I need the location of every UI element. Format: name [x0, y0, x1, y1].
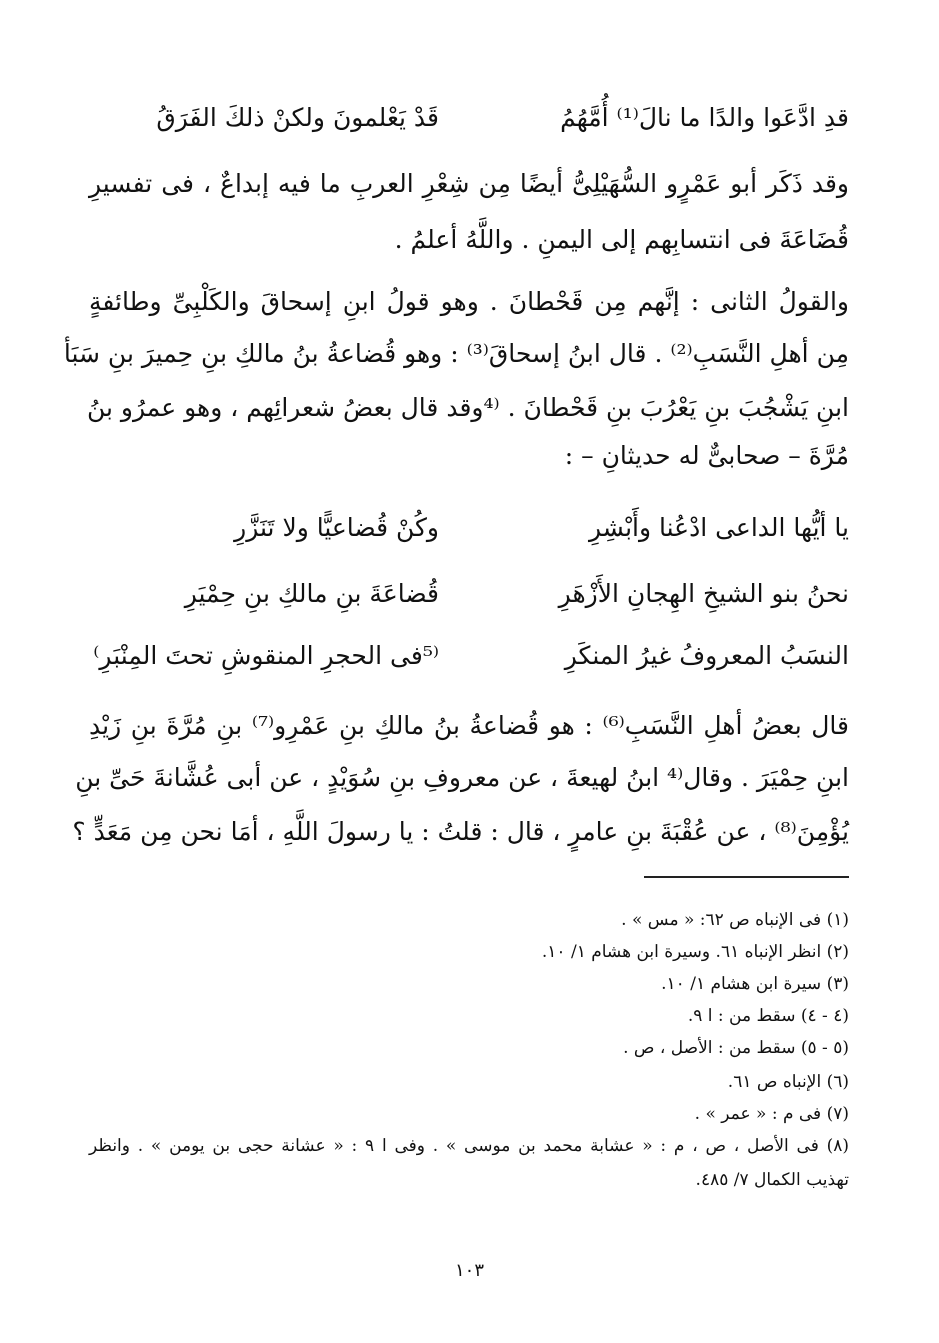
poem-verse-3-hemistich-2: ⁽⁵فى الحجرِ المنقوشِ تحتَ المِنْبَرِ⁾	[93, 641, 439, 670]
footnote-5: (٥ - ٥) سقط من : الأصل ، ص .	[623, 1038, 849, 1058]
footnote-3: (٣) سيرة ابن هشام ١/ ١٠.	[661, 974, 849, 994]
paragraph-2-line-2: مِن أهلِ النَّسَبِ⁽²⁾ . قال ابنُ إسحاقَ⁽³⁾ : وهو قُضاعةُ بنُ مالكِ بنِ حِميرَ بنِ سَبَأ	[63, 339, 849, 368]
footnote-2: (٢) انظر الإنباه ٦١. وسيرة ابن هشام ١/ ١٠.	[541, 942, 849, 962]
page-number: ١٠٣	[454, 1260, 484, 1281]
poem-verse-3-hemistich-1: النسَبُ المعروفُ غيرُ المنكَرِ	[564, 641, 849, 670]
paragraph-3-line-1: قال بعضُ أهلِ النَّسَبِ⁽⁶⁾ : هو قُضاعةُ بنُ مالكِ بنِ عَمْرِو⁽⁷⁾ بنِ مُرَّةَ بنِ زَيْدِ	[89, 711, 849, 740]
footnote-divider	[644, 876, 849, 878]
poem-verse-1-hemistich-2: وكُنْ قُضاعيًّا ولا تَنَزَّرِ	[234, 513, 439, 542]
paragraph-3-line-2: ابنِ حِمْيَرَ . وقال⁽⁴ ابنُ لهيعةَ ، عن معروفِ بنِ سُوَيْدٍ ، عن أبى عُشَّانةَ حَىِّ بنِ	[75, 763, 849, 792]
paragraph-3-line-3: يُؤْمِنَ⁽⁸⁾ ، عن عُقْبَةَ بنِ عامرٍ ، قال : قلتُ : يا رسولَ اللَّهِ ، أمَا نحن مِن مَعَدٍّ ؟	[72, 817, 849, 846]
verse-top-hemistich-2: قَدْ يَعْلمونَ ولكنْ ذلكَ الفَرَقُ	[156, 103, 439, 132]
paragraph-1-line-2: قُضَاعَةَ فى انتسابِهم إلى اليمنِ . واللَّهُ أعلمُ .	[394, 225, 849, 254]
footnote-4: (٤ - ٤) سقط من : ا ٩.	[687, 1006, 849, 1026]
footnote-1: (١) فى الإنباه ص ٦٢: « مس » .	[621, 910, 849, 930]
poem-verse-2-hemistich-2: قُضاعَةَ بنِ مالكِ بنِ حِمْيَرِ	[184, 579, 439, 608]
paragraph-2-line-4: مُرَّةَ – صحابىٌّ له حديثانِ – :	[564, 441, 849, 470]
paragraph-2-line-3: ابنِ يَشْجُبَ بنِ يَعْرُبَ بنِ قَحْطانَ . ⁽⁴وقد قال بعضُ شعرائِهم ، وهو عمرُو بنُ	[86, 393, 849, 422]
poem-verse-1-hemistich-1: يا أيُّها الداعى ادْعُنا وأَبْشِرِ	[588, 513, 849, 542]
footnote-8: (٨) فى الأصل ، ص ، م : « عشابة محمد بن موسى » . وفى ا ٩ : « عشانة حجى بن يومن » . وانظر	[89, 1136, 850, 1156]
poem-verse-2-hemistich-1: نحنُ بنو الشيخِ الهِجانِ الأَزْهَرِ	[558, 579, 849, 608]
footnote-7: (٧) فى م : « عمر » .	[694, 1104, 849, 1124]
verse-top-hemistich-1: قدِ ادَّعَوا والدًا ما نالَ⁽¹⁾ أُمَّهُمُ	[560, 103, 849, 132]
paragraph-1-line-1: وقد ذَكَر أبو عَمْرٍو السُّهَيْلِىُّ أيضًا مِن شِعْرِ العربِ ما فيه إبداعٌ ، فى تفسيرِ	[89, 169, 849, 198]
footnote-6: (٦) الإنباه ص ٦١.	[727, 1072, 849, 1092]
paragraph-2-line-1: والقولُ الثانى : إنَّهم مِن قَحْطانَ . وهو قولُ ابنِ إسحاقَ والكَلْبِىِّ وطائفةٍ	[89, 287, 849, 316]
footnote-8-continuation: تهذيب الكمال ٧/ ٤٨٥.	[695, 1170, 849, 1190]
